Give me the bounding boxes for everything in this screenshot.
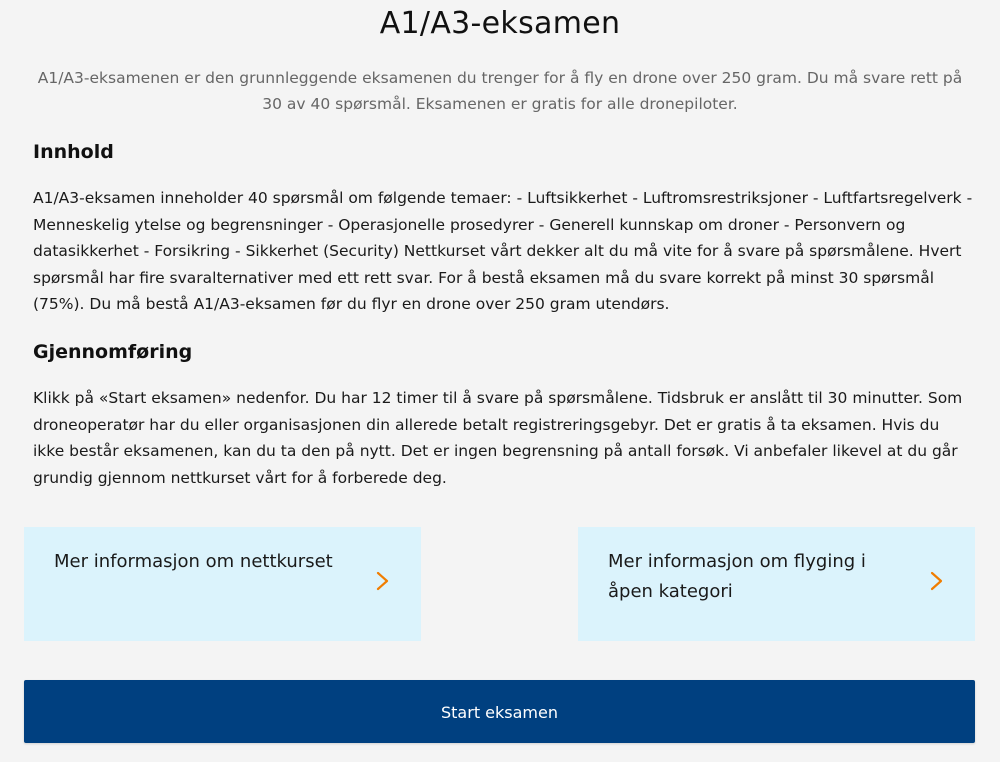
chevron-right-icon (375, 569, 391, 593)
section-body-gjennomforing: Klikk på «Start eksamen» nedenfor. Du har 12 timer til å svare på spørsmålene. Tidsbruk er anslått til 30 minutter. Som droneoperatør har du eller organisasjonen din allerede betalt registreringsgebyr. Det er gratis å ta eksamen. Hvis du ikke består eksamenen, kan du ta den på nytt. Det er ingen begrensning på antall forsøk. Vi anbefaler likevel at du går grundig gjennom nettkurset vårt for å forberede deg. (33, 389, 963, 487)
chevron-right-icon (929, 569, 945, 593)
page-title: A1/A3-eksamen (379, 6, 621, 41)
section-heading-gjennomforing: Gjennomføring (33, 341, 193, 363)
info-card-label: Mer informasjon om nettkurset (54, 551, 333, 572)
section-heading-innhold: Innhold (33, 141, 114, 163)
start-exam-button[interactable]: Start eksamen (24, 680, 975, 743)
info-card-label: Mer informasjon om flyging i åpen kategori (608, 551, 866, 602)
info-card-nettkurset[interactable] (24, 527, 421, 641)
info-card-flyging[interactable] (578, 527, 975, 641)
intro-text: A1/A3-eksamenen er den grunnleggende eksamenen du trenger for å fly en drone over 250 gram. Du må svare rett på 30 av 40 spørsmål. Eksamenen er gratis for alle dronepiloter. (37, 69, 963, 113)
section-body-innhold: A1/A3-eksamen inneholder 40 spørsmål om følgende temaer: - Luftsikkerhet - Luftromsrestriksjoner - Luftfartsregelverk - Menneskelig ytelse og begrensninger - Operasjonelle prosedyrer - Generell kunnskap om droner - Personvern og datasikkerhet - Forsikring - Sikkerhet (Security) Nettkurset vårt dekker alt du må vite for å svare på spørsmålene. Hvert spørsmål har fire svaralternativer med ett rett svar. For å bestå eksamen må du svare korrekt på minst 30 spørsmål (75%). Du må bestå A1/A3-eksamen før du flyr en drone over 250 gram utendørs. (33, 189, 973, 313)
